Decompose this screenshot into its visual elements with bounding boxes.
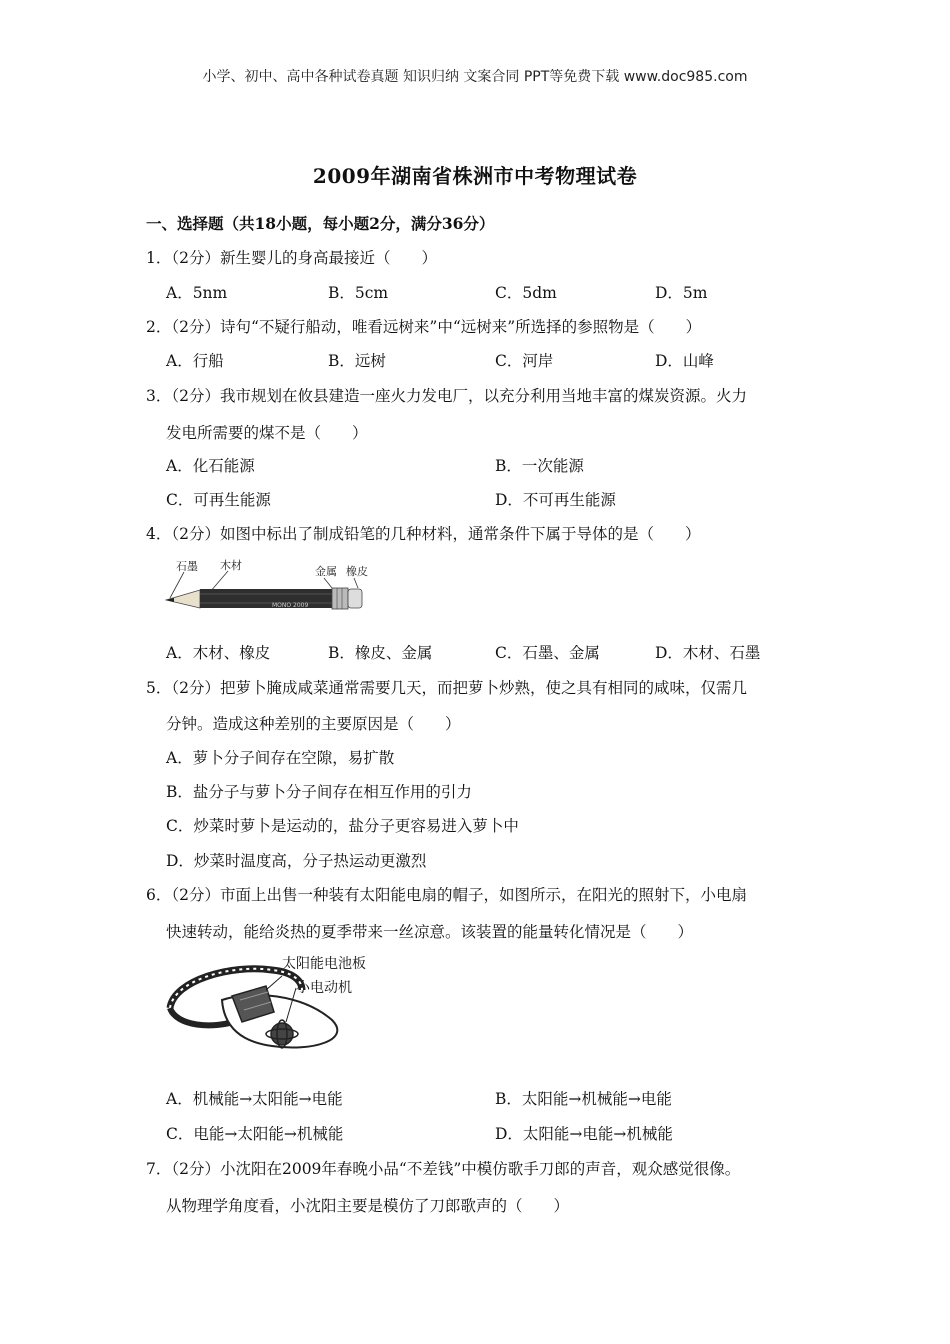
question-2-option-d: D．山峰: [655, 352, 714, 370]
question-2-option-b: B．远树: [328, 352, 386, 370]
cap-label-small-motor: 小电动机: [296, 980, 352, 996]
question-4-option-d: D．木材、石墨: [655, 644, 761, 662]
question-4-option-b: B．橡皮、金属: [328, 644, 433, 662]
question-1-option-a: A．5nm: [166, 284, 228, 302]
page-header: 小学、初中、高中各种试卷真题 知识归纳 文案合同 PPT等免费下载 www.doc985.com: [202, 69, 748, 85]
question-5-option-d: D．炒菜时温度高，分子热运动更激烈: [166, 852, 427, 870]
solar-fan-cap-figure: [162, 950, 382, 1062]
question-3-option-d: D．不可再生能源: [495, 491, 616, 509]
question-1-option-b: B．5cm: [328, 284, 389, 302]
question-3-option-b: B．一次能源: [495, 457, 584, 475]
question-5-option-c: C．炒菜时萝卜是运动的，盐分子更容易进入萝卜中: [166, 817, 519, 835]
question-5-option-a: A．萝卜分子间存在空隙，易扩散: [166, 749, 395, 767]
question-5-stem-line-1: 5．（2分）把萝卜腌成咸菜通常需要几天，而把萝卜炒熟，使之具有相同的咸味，仅需几: [146, 679, 747, 697]
page-title: 2009年湖南省株洲市中考物理试卷: [312, 164, 638, 188]
question-4-option-c: C．石墨、金属: [495, 644, 600, 662]
pencil-figure: [162, 556, 382, 612]
question-5-stem-line-2: 分钟。造成这种差别的主要原因是（ ）: [166, 715, 461, 733]
question-6-option-a: A．机械能→太阳能→电能: [166, 1090, 343, 1108]
question-6-stem-line-2: 快速转动，能给炎热的夏季带来一丝凉意。该装置的能量转化情况是（ ）: [166, 923, 694, 941]
cap-label-solar-panel: 太阳能电池板: [282, 956, 366, 972]
question-3-option-a: A．化石能源: [166, 457, 255, 475]
pencil-label-graphite: 石墨: [176, 560, 198, 573]
question-2-stem: 2．（2分）诗句“不疑行船动，唯看远树来”中“远树来”所选择的参照物是（ ）: [146, 318, 702, 336]
question-6-option-b: B．太阳能→机械能→电能: [495, 1090, 672, 1108]
section-heading: 一、选择题（共18小题，每小题2分，满分36分）: [146, 214, 495, 233]
question-7-stem-line-2: 从物理学角度看，小沈阳主要是模仿了刀郎歌声的（ ）: [166, 1197, 570, 1215]
question-6-option-d: D．太阳能→电能→机械能: [495, 1125, 673, 1143]
question-3-option-c: C．可再生能源: [166, 491, 271, 509]
question-7-stem-line-1: 7．（2分）小沈阳在2009年春晚小品“不差钱”中模仿歌手刀郎的声音，观众感觉很像。: [146, 1160, 741, 1178]
question-6-stem-line-1: 6．（2分）市面上出售一种装有太阳能电扇的帽子，如图所示，在阳光的照射下，小电扇: [146, 886, 747, 904]
question-4-stem: 4．（2分）如图中标出了制成铅笔的几种材料，通常条件下属于导体的是（ ）: [146, 525, 701, 543]
question-1-option-d: D．5m: [655, 284, 708, 302]
svg-text:MONO 2009: MONO 2009: [272, 602, 309, 609]
pencil-label-wood: 木材: [220, 559, 242, 572]
question-3-stem-line-1: 3．（2分）我市规划在攸县建造一座火力发电厂，以充分利用当地丰富的煤炭资源。火力: [146, 387, 747, 405]
pencil-label-metal: 金属: [315, 565, 337, 578]
question-2-option-c: C．河岸: [495, 352, 554, 370]
question-6-option-c: C．电能→太阳能→机械能: [166, 1125, 344, 1143]
pencil-label-eraser: 橡皮: [346, 565, 368, 578]
question-5-option-b: B．盐分子与萝卜分子间存在相互作用的引力: [166, 783, 472, 801]
question-2-option-a: A．行船: [166, 352, 224, 370]
question-1-option-c: C．5dm: [495, 284, 557, 302]
question-1-stem: 1．（2分）新生婴儿的身高最接近（ ）: [146, 249, 437, 267]
question-3-stem-line-2: 发电所需要的煤不是（ ）: [166, 424, 368, 442]
question-4-option-a: A．木材、橡皮: [166, 644, 271, 662]
